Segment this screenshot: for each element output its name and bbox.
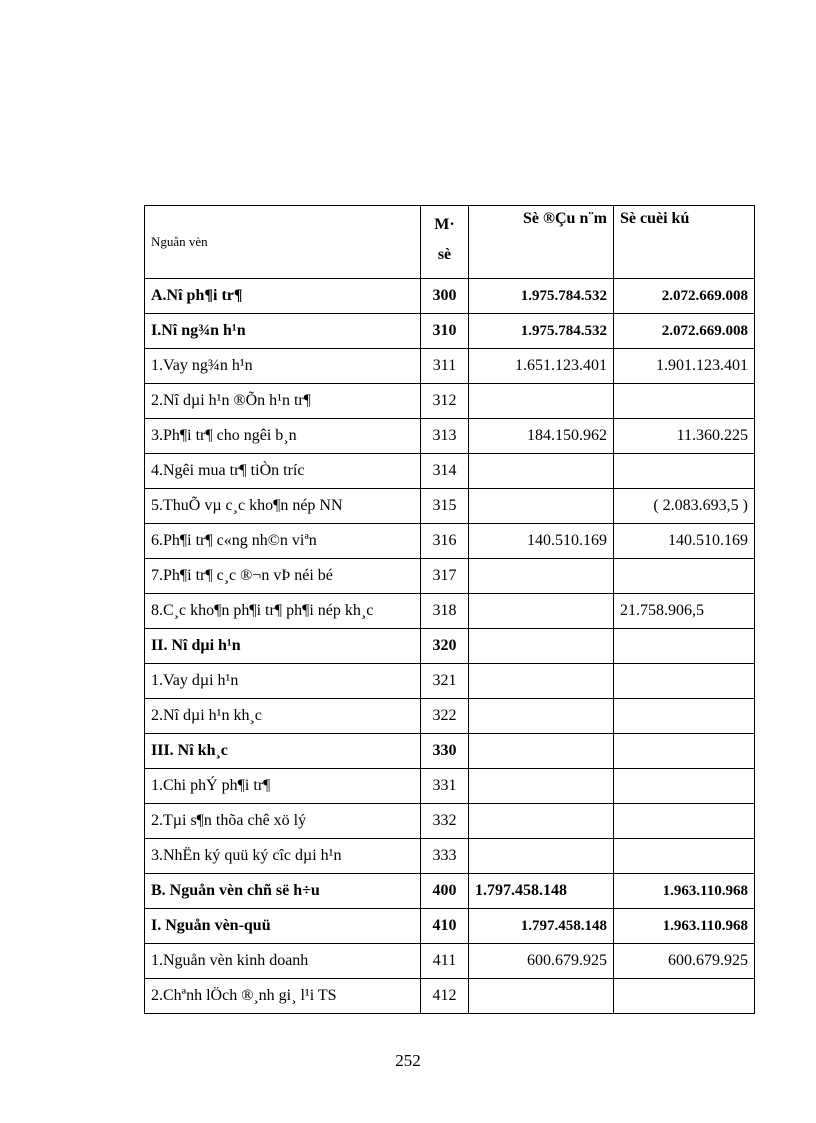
header-code <box>421 206 469 279</box>
row-label: A.Nî ph¶i tr¶ <box>145 279 421 314</box>
row-label: 4.Ngêi mua tr¶ tiÒn tríc <box>145 454 421 489</box>
table-row <box>145 734 755 769</box>
row-code: 333 <box>421 839 469 874</box>
row-ending-value: 140.510.169 <box>614 524 755 559</box>
table-row <box>145 944 755 979</box>
row-code: 311 <box>421 349 469 384</box>
row-ending-value <box>614 979 755 1014</box>
row-ending-value: 11.360.225 <box>614 419 755 454</box>
row-label: B. Nguån vèn chñ së h÷u <box>145 874 421 909</box>
row-beginning-value: 140.510.169 <box>469 524 614 559</box>
table-row <box>145 489 755 524</box>
table-row <box>145 979 755 1014</box>
row-ending-value <box>614 839 755 874</box>
row-label: 1.Vay ng¾n h¹n <box>145 349 421 384</box>
row-label: 1.Nguån vèn kinh doanh <box>145 944 421 979</box>
table-row <box>145 524 755 559</box>
table-row <box>145 594 755 629</box>
row-label: II. Nî dµi h¹n <box>145 629 421 664</box>
row-label: 2.Nî dµi h¹n ®Õn h¹n tr¶ <box>145 384 421 419</box>
header-code-line2: sè <box>437 246 452 264</box>
row-code: 316 <box>421 524 469 559</box>
row-beginning-value: 1.797.458.148 <box>469 874 614 909</box>
table-row <box>145 874 755 909</box>
row-ending-value: 21.758.906,5 <box>614 594 755 629</box>
row-code: 318 <box>421 594 469 629</box>
row-ending-value <box>614 454 755 489</box>
row-beginning-value <box>469 384 614 419</box>
row-code: 300 <box>421 279 469 314</box>
row-beginning-value <box>469 664 614 699</box>
row-label: I.Nî ng¾n h¹n <box>145 314 421 349</box>
row-code: 315 <box>421 489 469 524</box>
header-source-of-funds: Nguån vèn <box>145 206 421 279</box>
table-row <box>145 279 755 314</box>
row-ending-value <box>614 559 755 594</box>
balance-sheet-table <box>144 205 755 1014</box>
page-number: 252 <box>395 1051 421 1070</box>
table-row <box>145 839 755 874</box>
row-beginning-value <box>469 839 614 874</box>
row-code: 317 <box>421 559 469 594</box>
row-code: 314 <box>421 454 469 489</box>
table-row <box>145 314 755 349</box>
row-label: 6.Ph¶i tr¶ c«ng nh©n viªn <box>145 524 421 559</box>
table-row <box>145 769 755 804</box>
table-row <box>145 699 755 734</box>
row-beginning-value <box>469 629 614 664</box>
row-beginning-value: 1.975.784.532 <box>469 314 614 349</box>
row-label: 1.Vay dµi h¹n <box>145 664 421 699</box>
row-ending-value: ( 2.083.693,5 ) <box>614 489 755 524</box>
row-beginning-value: 1.975.784.532 <box>469 279 614 314</box>
row-code: 310 <box>421 314 469 349</box>
row-label: 2.Tµi s¶n thõa chê xö lý <box>145 804 421 839</box>
row-code: 400 <box>421 874 469 909</box>
table-row <box>145 559 755 594</box>
row-beginning-value <box>469 979 614 1014</box>
row-label: 3.Ph¶i tr¶ cho ngêi b¸n <box>145 419 421 454</box>
row-code: 410 <box>421 909 469 944</box>
table-header-row <box>145 206 755 279</box>
row-beginning-value <box>469 699 614 734</box>
row-code: 332 <box>421 804 469 839</box>
row-label: 2.Nî dµi h¹n kh¸c <box>145 699 421 734</box>
row-code: 321 <box>421 664 469 699</box>
row-label: 5.ThuÕ vµ c¸c kho¶n nép NN <box>145 489 421 524</box>
row-label: 7.Ph¶i tr¶ c¸c ®¬n vÞ néi bé <box>145 559 421 594</box>
table-row <box>145 419 755 454</box>
row-beginning-value: 1.651.123.401 <box>469 349 614 384</box>
row-beginning-value <box>469 489 614 524</box>
row-code: 322 <box>421 699 469 734</box>
row-ending-value <box>614 804 755 839</box>
table-row <box>145 804 755 839</box>
row-ending-value <box>614 384 755 419</box>
row-code: 312 <box>421 384 469 419</box>
table-row <box>145 384 755 419</box>
row-label: 1.Chi phÝ ph¶i tr¶ <box>145 769 421 804</box>
row-beginning-value: 600.679.925 <box>469 944 614 979</box>
row-code: 320 <box>421 629 469 664</box>
row-beginning-value <box>469 804 614 839</box>
row-beginning-value <box>469 559 614 594</box>
row-ending-value: 600.679.925 <box>614 944 755 979</box>
row-code: 313 <box>421 419 469 454</box>
row-ending-value <box>614 734 755 769</box>
row-ending-value: 2.072.669.008 <box>614 279 755 314</box>
row-beginning-value <box>469 769 614 804</box>
row-ending-value: 1.901.123.401 <box>614 349 755 384</box>
header-beginning-of-year: Sè ®Çu n¨m <box>469 206 614 279</box>
row-beginning-value <box>469 454 614 489</box>
row-code: 412 <box>421 979 469 1014</box>
row-code: 330 <box>421 734 469 769</box>
header-end-of-period: Sè cuèi kú <box>614 206 755 279</box>
row-label: 2.Chªnh lÖch ®¸nh gi¸ l¹i TS <box>145 979 421 1014</box>
row-label: 3.NhËn ký quü ký cîc dµi h¹n <box>145 839 421 874</box>
row-ending-value <box>614 769 755 804</box>
table-row <box>145 664 755 699</box>
row-label: 8.C¸c kho¶n ph¶i tr¶ ph¶i nép kh¸c <box>145 594 421 629</box>
table-row <box>145 349 755 384</box>
row-ending-value <box>614 664 755 699</box>
table-row <box>145 629 755 664</box>
row-code: 411 <box>421 944 469 979</box>
row-beginning-value: 1.797.458.148 <box>469 909 614 944</box>
table-row <box>145 909 755 944</box>
row-label: III. Nî kh¸c <box>145 734 421 769</box>
row-ending-value <box>614 699 755 734</box>
row-ending-value <box>614 629 755 664</box>
row-ending-value: 1.963.110.968 <box>614 909 755 944</box>
row-code: 331 <box>421 769 469 804</box>
row-beginning-value: 184.150.962 <box>469 419 614 454</box>
row-ending-value: 2.072.669.008 <box>614 314 755 349</box>
row-beginning-value <box>469 734 614 769</box>
row-beginning-value <box>469 594 614 629</box>
row-ending-value: 1.963.110.968 <box>614 874 755 909</box>
header-code-line1: M· <box>434 216 455 233</box>
table-row <box>145 454 755 489</box>
row-label: I. Nguån vèn-quü <box>145 909 421 944</box>
